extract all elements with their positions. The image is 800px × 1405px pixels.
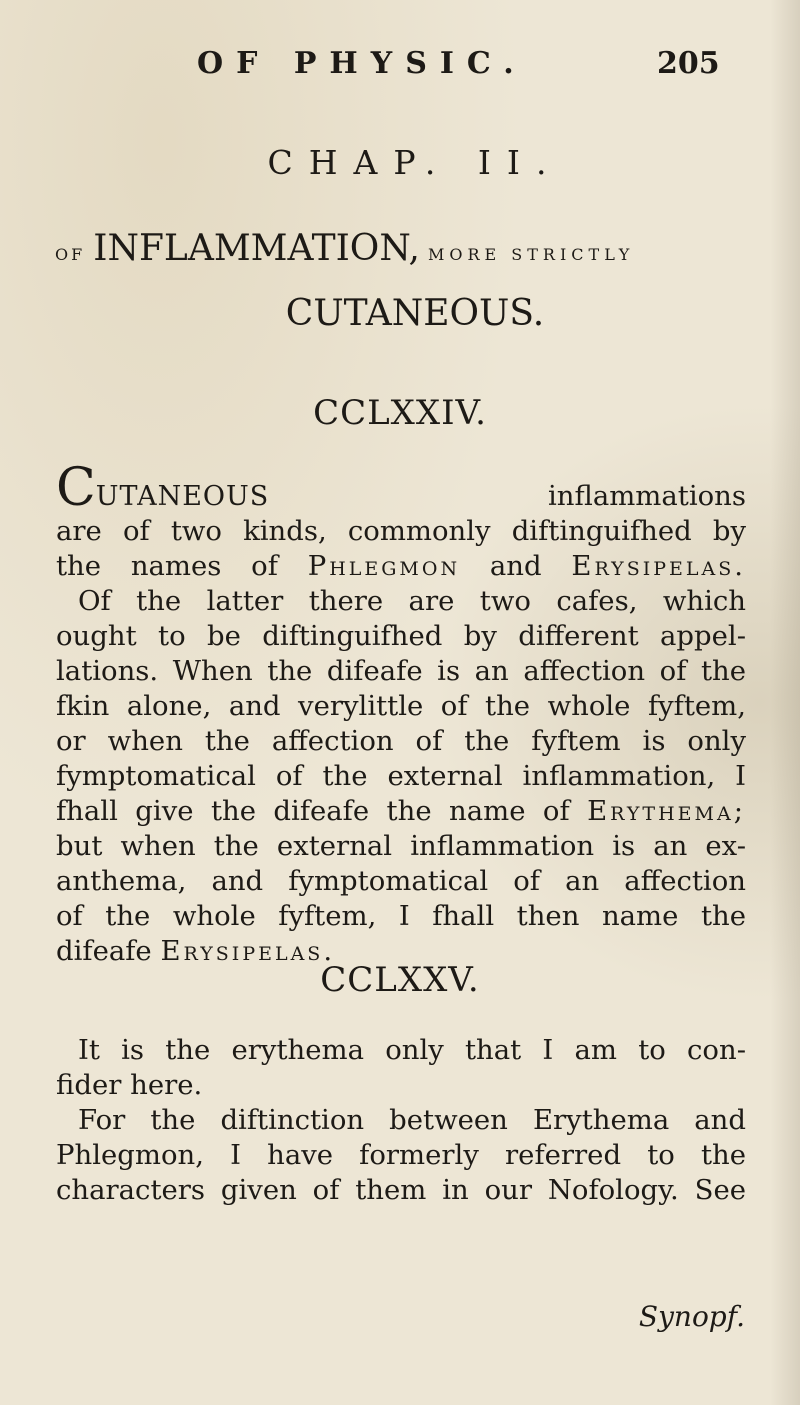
text-line xyxy=(56,654,746,689)
catchword: Synopf. xyxy=(638,1300,745,1333)
text-line xyxy=(56,619,746,654)
text-run: are of two kinds, commonly diftinguifhed by xyxy=(56,515,746,547)
text-run: Phlegmon xyxy=(307,550,461,582)
text-run: the names of xyxy=(56,550,308,582)
text-run: difeafe xyxy=(56,935,161,967)
text-run: Erysipelas. xyxy=(571,550,746,582)
text-run: lations. When the difeafe is an affection of the xyxy=(56,655,746,687)
section-number-274: CCLXXIV. xyxy=(313,393,487,433)
chapter-label: CHAP. II. xyxy=(267,143,563,182)
text-line xyxy=(56,794,746,829)
text-line xyxy=(56,724,746,759)
text-line xyxy=(56,829,746,864)
text-line xyxy=(56,689,746,724)
text-run: fymptomatical of the external inflammation, I xyxy=(56,760,746,792)
text-run: inflammations xyxy=(269,480,746,512)
text-run: but when the external inflammation is an ex- xyxy=(56,830,746,862)
text-run: ought to be diftinguifhed by different appel- xyxy=(56,620,746,652)
text-run: Phlegmon, I have formerly referred to the xyxy=(56,1139,746,1171)
chapter-title-qualifier: MORE STRICTLY xyxy=(427,245,635,264)
text-line xyxy=(56,1033,746,1068)
text-run: For the diftinction between Erythema and xyxy=(78,1104,746,1136)
text-run: or when the affection of the fyftem is only xyxy=(56,725,746,757)
section-274-paragraph xyxy=(56,458,746,969)
chapter-title-main: INFLAMMATION, xyxy=(93,228,420,269)
text-line xyxy=(56,864,746,899)
text-run: Erysipelas. xyxy=(160,935,336,967)
chapter-title xyxy=(55,228,755,269)
section-275-paragraph xyxy=(56,1033,746,1208)
text-line xyxy=(56,1068,746,1103)
running-head: OF PHYSIC. xyxy=(197,46,527,81)
text-line xyxy=(56,899,746,934)
section-number-275: CCLXXV. xyxy=(320,960,480,1000)
text-run: Of the latter there are two cafes, which xyxy=(78,585,746,617)
text-run: UTANEOUS xyxy=(95,481,270,512)
chapter-title-of: OF xyxy=(55,245,86,264)
text-line xyxy=(56,1103,746,1138)
text-run: and xyxy=(460,550,572,582)
text-run: fkin alone, and verylittle of the whole fyftem, xyxy=(56,690,746,722)
text-run: anthema, and fymptomatical of an affection xyxy=(56,865,746,897)
text-line xyxy=(56,1138,746,1173)
drop-cap: C xyxy=(56,458,96,518)
text-run: fider here. xyxy=(56,1069,203,1101)
text-run: fhall give the difeafe the name of xyxy=(56,795,588,827)
text-line xyxy=(56,514,746,549)
page-edge-shadow xyxy=(770,0,800,1405)
text-line xyxy=(56,759,746,794)
page-header xyxy=(0,46,800,86)
text-run: of the whole fyftem, I fhall then name the xyxy=(56,900,746,932)
text-run: characters given of them in our Nofology. See xyxy=(56,1174,746,1206)
text-run: It is the erythema only that I am to con- xyxy=(78,1034,746,1066)
text-line xyxy=(56,1173,746,1208)
text-line xyxy=(56,584,746,619)
page-number: 205 xyxy=(657,46,720,81)
text-line xyxy=(56,458,746,518)
text-run: Erythema; xyxy=(587,795,746,827)
text-line xyxy=(56,549,746,584)
chapter-title-line2: CUTANEOUS. xyxy=(285,293,545,334)
